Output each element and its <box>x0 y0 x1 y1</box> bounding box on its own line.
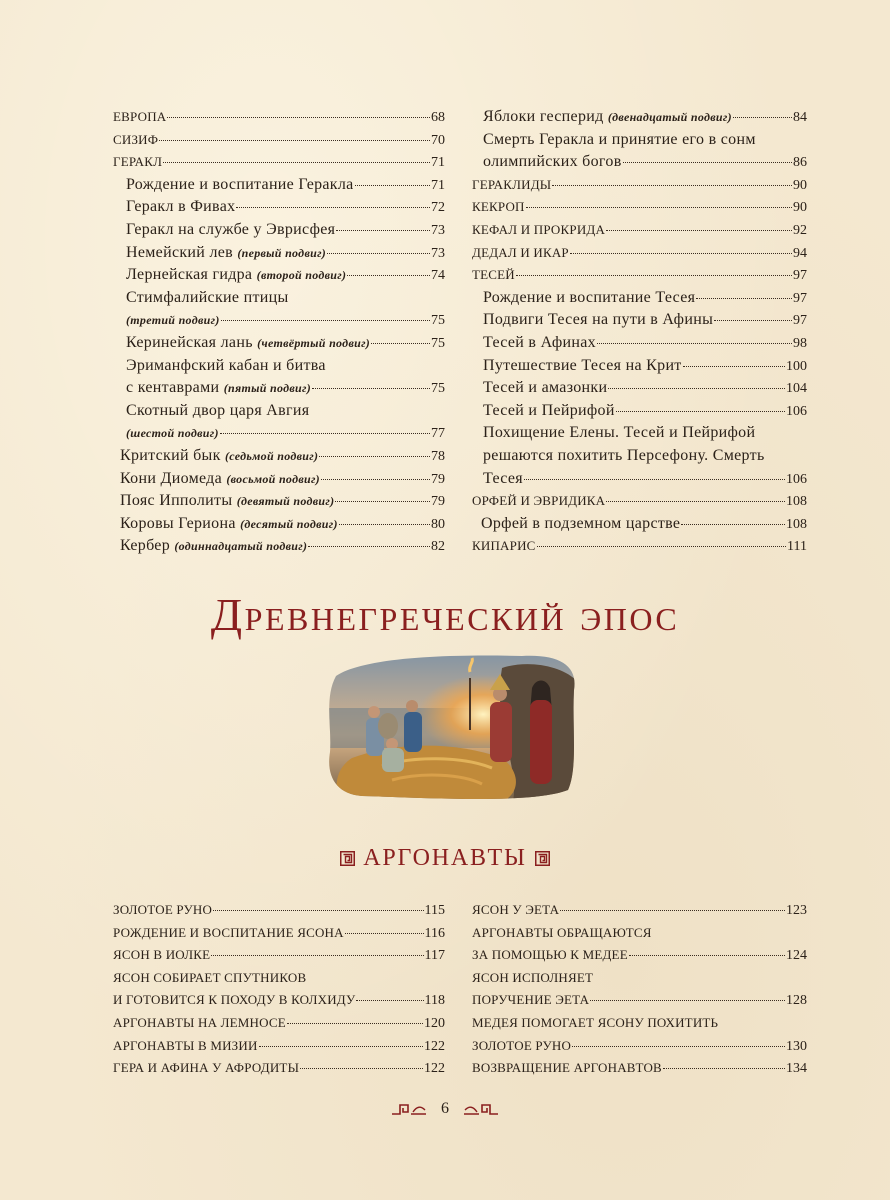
toc-entry[interactable] <box>472 196 807 219</box>
toc-entry-title <box>113 106 166 129</box>
toc-entry-title <box>483 287 695 310</box>
toc-entry[interactable] <box>113 422 445 445</box>
toc-entry-text: ЯСОН У ЭЕТА <box>472 902 560 917</box>
dot-leader <box>572 1046 785 1047</box>
toc-entry-text: олимпийских богов <box>483 153 622 171</box>
dot-leader <box>683 366 785 367</box>
toc-entry-text: Критский бык <box>120 446 221 464</box>
dot-leader <box>312 388 430 389</box>
toc-entry[interactable] <box>472 174 807 197</box>
toc-entry-text: ГЕРАКЛ <box>113 154 163 170</box>
dot-leader <box>590 1000 785 1001</box>
greek-key-square-icon <box>340 851 355 866</box>
toc-entry[interactable] <box>113 106 445 129</box>
toc-page-number: 111 <box>787 539 807 555</box>
toc-page-number: 117 <box>424 948 445 964</box>
toc-entry[interactable] <box>472 989 807 1012</box>
toc-entry-text: ГЕРА И АФИНА У АФРОДИТЫ <box>113 1060 300 1076</box>
toc-page-number: 122 <box>424 1061 445 1077</box>
toc-entry-text: АРГОНАВТЫ В МИЗИИ <box>113 1037 258 1053</box>
dot-leader <box>327 253 430 254</box>
dot-leader <box>319 456 430 457</box>
toc-entry-title <box>120 468 320 491</box>
toc-entry[interactable] <box>113 922 445 945</box>
toc-entry-title <box>113 1057 299 1080</box>
dot-leader <box>335 501 430 502</box>
dot-leader <box>167 117 430 118</box>
toc-page-number: 90 <box>793 200 807 216</box>
toc-entry-text: Путешествие Тесея на Крит <box>483 356 682 374</box>
toc-entry-title <box>126 242 326 265</box>
meander-ornament-icon <box>391 1102 427 1116</box>
toc-entry-line: МЕДЕЯ ПОМОГАЕТ ЯСОНУ ПОХИТИТЬ <box>472 1014 719 1030</box>
toc-entry-text: Тесея <box>483 469 523 487</box>
toc-entry-title <box>113 899 212 922</box>
dot-leader <box>213 910 423 911</box>
toc-entry[interactable] <box>113 196 445 219</box>
toc-entry-text: ДЕДАЛ И ИКАР <box>472 244 569 260</box>
toc-entry[interactable] <box>113 513 445 536</box>
toc-page-number: 97 <box>793 268 807 284</box>
toc-entry-line: Эриманфский кабан и битва <box>126 356 326 374</box>
dot-leader <box>714 320 792 321</box>
toc-entry-text: Яблоки гесперид <box>483 108 604 125</box>
toc-entry[interactable] <box>113 332 445 355</box>
toc-entry-title <box>126 422 219 445</box>
toc-entry-text: КЕКРОП <box>472 199 525 215</box>
toc-entry-line: Похищение Елены. Тесей и Пейрифой <box>483 424 756 442</box>
toc-page-number: 74 <box>431 268 445 284</box>
toc-bottom-right-column <box>472 899 807 1080</box>
dot-leader <box>355 185 430 186</box>
toc-page-number: 97 <box>793 290 807 306</box>
toc-entry[interactable] <box>113 468 445 491</box>
toc-page-number: 92 <box>793 222 807 238</box>
toc-entry-text: Керинейская лань <box>126 333 253 351</box>
toc-entry-line: ЯСОН СОБИРАЕТ СПУТНИКОВ <box>113 969 307 985</box>
toc-entry-title <box>472 899 559 922</box>
toc-entry[interactable] <box>113 1057 445 1080</box>
toc-entry[interactable] <box>472 377 807 400</box>
toc-entry-text: Подвиги Тесея на пути в Афины <box>483 311 714 329</box>
toc-entry-text: Лернейская гидра <box>126 266 253 284</box>
toc-entry-line: Скотный двор царя Авгия <box>126 401 310 419</box>
toc-page-number: 104 <box>786 381 807 397</box>
toc-entry-title <box>472 535 536 558</box>
toc-entry[interactable] <box>113 242 445 265</box>
dot-leader <box>356 1000 423 1001</box>
toc-entry-note: (первый подвиг) <box>237 245 327 260</box>
toc-entry-title <box>483 309 713 332</box>
toc-entry-text: РОЖДЕНИЕ И ВОСПИТАНИЕ ЯСОНА <box>113 924 344 940</box>
toc-page-number: 108 <box>786 494 807 510</box>
toc-entry-title <box>481 513 680 536</box>
toc-entry-line: АРГОНАВТЫ ОБРАЩАЮТСЯ <box>472 924 652 940</box>
dot-leader <box>537 546 787 547</box>
toc-entry-title <box>113 944 210 967</box>
toc-page-number: 75 <box>431 335 445 351</box>
toc-entry-note: (девятый подвиг) <box>236 494 335 509</box>
toc-entry-title <box>113 989 355 1012</box>
toc-entry-note: (восьмой подвиг) <box>226 471 320 486</box>
toc-page-number: 124 <box>786 948 807 964</box>
toc-entry[interactable] <box>113 264 445 287</box>
dot-leader <box>526 207 792 208</box>
page-footer <box>0 1100 890 1118</box>
toc-entry-title <box>113 1012 286 1035</box>
toc-page-number: 77 <box>431 426 445 442</box>
toc-page-number: 73 <box>431 222 445 238</box>
toc-page-number: 82 <box>431 539 445 555</box>
subheading-text: АРГОНАВТЫ <box>363 845 527 871</box>
toc-entry[interactable] <box>472 332 807 355</box>
toc-entry[interactable] <box>472 513 807 536</box>
dot-leader <box>308 546 430 547</box>
dot-leader <box>570 253 792 254</box>
toc-entry-text: И ГОТОВИТСЯ К ПОХОДУ В КОЛХИДУ <box>113 992 356 1008</box>
toc-entry-title <box>483 400 615 423</box>
toc-page-number: 130 <box>786 1038 807 1054</box>
toc-entry-title <box>483 332 596 355</box>
toc-page-number: 123 <box>786 903 807 918</box>
toc-entry[interactable] <box>113 377 445 400</box>
toc-page-number: 97 <box>793 313 807 329</box>
toc-entry[interactable] <box>472 355 807 378</box>
toc-entry[interactable] <box>472 106 807 129</box>
toc-page-number: 84 <box>793 110 807 125</box>
toc-entry[interactable] <box>113 445 445 468</box>
toc-entry[interactable] <box>113 1012 445 1035</box>
toc-page-number: 75 <box>431 313 445 329</box>
toc-entry-title <box>483 377 607 400</box>
toc-entry-text: ЗОЛОТОЕ РУНО <box>113 902 213 917</box>
toc-entry-text: Тесей и амазонки <box>483 379 608 397</box>
toc-entry-note: (одиннадцатый подвиг) <box>174 539 308 554</box>
toc-entry-text: Немейский лев <box>126 243 233 261</box>
dot-leader <box>623 162 792 163</box>
toc-page-number: 118 <box>424 993 445 1009</box>
toc-entry-text: Рождение и воспитание Тесея <box>483 288 696 306</box>
toc-page-number: 72 <box>431 200 445 216</box>
dot-leader <box>163 162 430 163</box>
toc-entry-title <box>483 355 682 378</box>
toc-entry[interactable] <box>472 264 807 287</box>
toc-entry-title <box>126 332 370 355</box>
dot-leader <box>733 117 792 118</box>
toc-entry[interactable] <box>113 899 445 922</box>
toc-page-number: 122 <box>424 1038 445 1054</box>
argonauts-golden-fleece-illustration <box>322 648 582 806</box>
toc-entry[interactable] <box>472 309 807 332</box>
toc-entry-title <box>113 1035 258 1058</box>
toc-entry-text: КЕФАЛ И ПРОКРИДА <box>472 221 606 237</box>
dot-leader <box>259 1046 423 1047</box>
dot-leader <box>516 275 792 276</box>
toc-entry-title <box>126 219 335 242</box>
toc-page-number: 79 <box>431 494 445 510</box>
dot-leader <box>597 343 792 344</box>
meander-ornament-icon <box>463 1102 499 1116</box>
dot-leader <box>345 933 424 934</box>
toc-entry-note: (четвёртый подвиг) <box>257 335 371 350</box>
toc-entry-text: Рождение и воспитание Геракла <box>126 175 354 193</box>
toc-entry-title <box>483 151 622 174</box>
toc-entry-text: Орфей в подземном царстве <box>481 514 681 532</box>
toc-entry-note: (десятый подвиг) <box>240 516 338 531</box>
dot-leader <box>629 955 785 956</box>
toc-entry-title <box>126 174 354 197</box>
section-title: Древнегреческий эпос <box>210 589 680 640</box>
toc-entry-text: Геракл на службе у Эврисфея <box>126 220 336 238</box>
toc-entry-title <box>472 174 551 197</box>
dot-leader <box>236 207 430 208</box>
toc-page-number: 68 <box>431 110 445 125</box>
toc-entry[interactable] <box>113 219 445 242</box>
toc-entry-text: ЯСОН В ИОЛКЕ <box>113 947 211 963</box>
toc-page-number: 79 <box>431 471 445 487</box>
toc-entry-line: Смерть Геракла и принятие его в сонм <box>483 130 756 148</box>
toc-entry-title <box>120 535 307 558</box>
toc-page-number: 115 <box>424 903 445 918</box>
toc-entry-note: (двенадцатый подвиг) <box>607 110 732 124</box>
toc-entry[interactable] <box>472 944 807 967</box>
toc-page-number: 120 <box>424 1015 445 1031</box>
toc-page-number: 100 <box>786 358 807 374</box>
toc-entry[interactable] <box>472 1057 807 1080</box>
toc-entry[interactable] <box>472 468 807 491</box>
toc-entry-title <box>472 219 605 242</box>
toc-entry-title <box>483 468 523 491</box>
toc-page-number: 116 <box>424 925 445 941</box>
page-number: 6 <box>441 1100 449 1117</box>
dot-leader <box>608 388 785 389</box>
toc-entry-text: АРГОНАВТЫ НА ЛЕМНОСЕ <box>113 1014 286 1030</box>
toc-entry[interactable] <box>113 309 445 332</box>
toc-entry[interactable] <box>472 287 807 310</box>
toc-entry-text: КИПАРИС <box>472 538 536 554</box>
toc-page-number: 80 <box>431 516 445 532</box>
toc-page-number: 71 <box>431 177 445 193</box>
toc-entry[interactable] <box>113 174 445 197</box>
toc-entry-title <box>472 264 515 287</box>
toc-entry-line: ЯСОН ИСПОЛНЯЕТ <box>472 969 594 985</box>
toc-entry-title <box>126 309 220 332</box>
dot-leader <box>696 298 792 299</box>
dot-leader <box>220 433 430 434</box>
dot-leader <box>616 411 785 412</box>
dot-leader <box>221 320 430 321</box>
toc-entry-title <box>472 989 589 1012</box>
toc-entry[interactable] <box>113 1035 445 1058</box>
dot-leader <box>321 479 430 480</box>
toc-page-number: 70 <box>431 132 445 148</box>
toc-entry-title <box>472 242 569 265</box>
toc-entry[interactable] <box>472 242 807 265</box>
toc-entry[interactable] <box>472 1035 807 1058</box>
toc-page-number: 78 <box>431 448 445 464</box>
toc-entry[interactable] <box>113 490 445 513</box>
toc-entry-text: ЕВРОПА <box>113 109 167 124</box>
toc-entry[interactable] <box>472 490 807 513</box>
toc-entry-title <box>483 106 732 129</box>
dot-leader <box>552 185 792 186</box>
toc-entry-title <box>120 490 334 513</box>
toc-page-number: 75 <box>431 381 445 397</box>
dot-leader <box>681 524 785 525</box>
dot-leader <box>606 501 785 502</box>
toc-page-number: 134 <box>786 1061 807 1077</box>
toc-top-right-column <box>472 106 807 558</box>
toc-entry-note: (седьмой подвиг) <box>225 448 319 463</box>
argonauts-subheading <box>0 845 890 872</box>
toc-page-number: 86 <box>793 155 807 171</box>
toc-entry-note: (шестой подвиг) <box>126 426 219 441</box>
toc-entry-text: Кони Диомеда <box>120 469 223 487</box>
toc-entry-title <box>472 944 628 967</box>
toc-entry[interactable] <box>113 151 445 174</box>
toc-entry-text: ГЕРАКЛИДЫ <box>472 176 552 192</box>
toc-entry-title <box>126 377 311 400</box>
toc-entry-text: ПОРУЧЕНИЕ ЭЕТА <box>472 992 590 1008</box>
dot-leader <box>159 140 430 141</box>
dot-leader <box>606 230 792 231</box>
dot-leader <box>347 275 430 276</box>
toc-entry-line: решаются похитить Персефону. Смерть <box>483 446 765 464</box>
dot-leader <box>371 343 430 344</box>
toc-entry[interactable] <box>472 535 807 558</box>
toc-entry-text: ТЕСЕЙ <box>472 267 515 283</box>
toc-entry[interactable] <box>113 944 445 967</box>
toc-entry-title <box>126 196 235 219</box>
toc-entry-title <box>472 490 605 513</box>
toc-entry-title <box>120 513 338 536</box>
dot-leader <box>560 910 785 911</box>
toc-entry-text: ЗА ПОМОЩЬЮ К МЕДЕЕ <box>472 947 628 963</box>
toc-page-number: 98 <box>793 335 807 351</box>
toc-entry-text: Геракл в Фивах <box>126 198 236 216</box>
toc-entry-title <box>113 922 344 945</box>
toc-entry-text: СИЗИФ <box>113 131 159 147</box>
toc-entry-text: Коровы Гериона <box>120 514 236 532</box>
toc-entry-title <box>126 264 346 287</box>
toc-entry[interactable] <box>113 535 445 558</box>
toc-entry-text: Тесей и Пейрифой <box>483 401 615 419</box>
toc-entry-title <box>472 1057 662 1080</box>
toc-entry-text: Пояс Ипполиты <box>120 492 233 510</box>
dot-leader <box>336 230 430 231</box>
toc-bottom-left-column <box>113 899 445 1080</box>
toc-page-number: 108 <box>786 516 807 532</box>
dot-leader <box>211 955 423 956</box>
toc-page-number: 90 <box>793 177 807 193</box>
toc-entry-text: с кентаврами <box>126 379 220 397</box>
toc-entry-title <box>472 196 525 219</box>
toc-entry-title <box>472 1035 571 1058</box>
dot-leader <box>524 479 785 480</box>
toc-top-left-column <box>113 106 445 558</box>
toc-entry-text: ЗОЛОТОЕ РУНО <box>472 1037 572 1053</box>
toc-page-number: 71 <box>431 155 445 171</box>
dot-leader <box>339 524 430 525</box>
toc-entry-title <box>113 129 158 152</box>
toc-entry-line: Стимфалийские птицы <box>126 288 289 306</box>
toc-entry[interactable] <box>472 400 807 423</box>
greek-key-square-icon <box>535 851 550 866</box>
dot-leader <box>300 1068 423 1069</box>
toc-entry-note: (пятый подвиг) <box>223 381 312 396</box>
toc-entry-note: (третий подвиг) <box>126 313 220 328</box>
toc-page-number: 106 <box>786 471 807 487</box>
toc-entry[interactable] <box>113 989 445 1012</box>
toc-entry-note: (второй подвиг) <box>256 268 347 283</box>
toc-entry-text: Кербер <box>120 537 170 555</box>
toc-page-number: 106 <box>786 403 807 419</box>
toc-entry-title <box>113 151 162 174</box>
toc-entry-text: ВОЗВРАЩЕНИЕ АРГОНАВТОВ <box>472 1060 662 1076</box>
toc-entry[interactable] <box>472 899 807 922</box>
toc-page-number: 128 <box>786 993 807 1009</box>
toc-entry[interactable] <box>472 151 807 174</box>
toc-entry[interactable] <box>472 219 807 242</box>
dot-leader <box>287 1023 423 1024</box>
toc-entry-text: ОРФЕЙ И ЭВРИДИКА <box>472 493 606 509</box>
toc-page-number: 94 <box>793 245 807 261</box>
toc-entry-title <box>120 445 318 468</box>
dot-leader <box>663 1068 785 1069</box>
toc-entry-text: Тесей в Афинах <box>483 333 596 351</box>
toc-page-number: 73 <box>431 245 445 261</box>
toc-entry[interactable] <box>113 129 445 152</box>
